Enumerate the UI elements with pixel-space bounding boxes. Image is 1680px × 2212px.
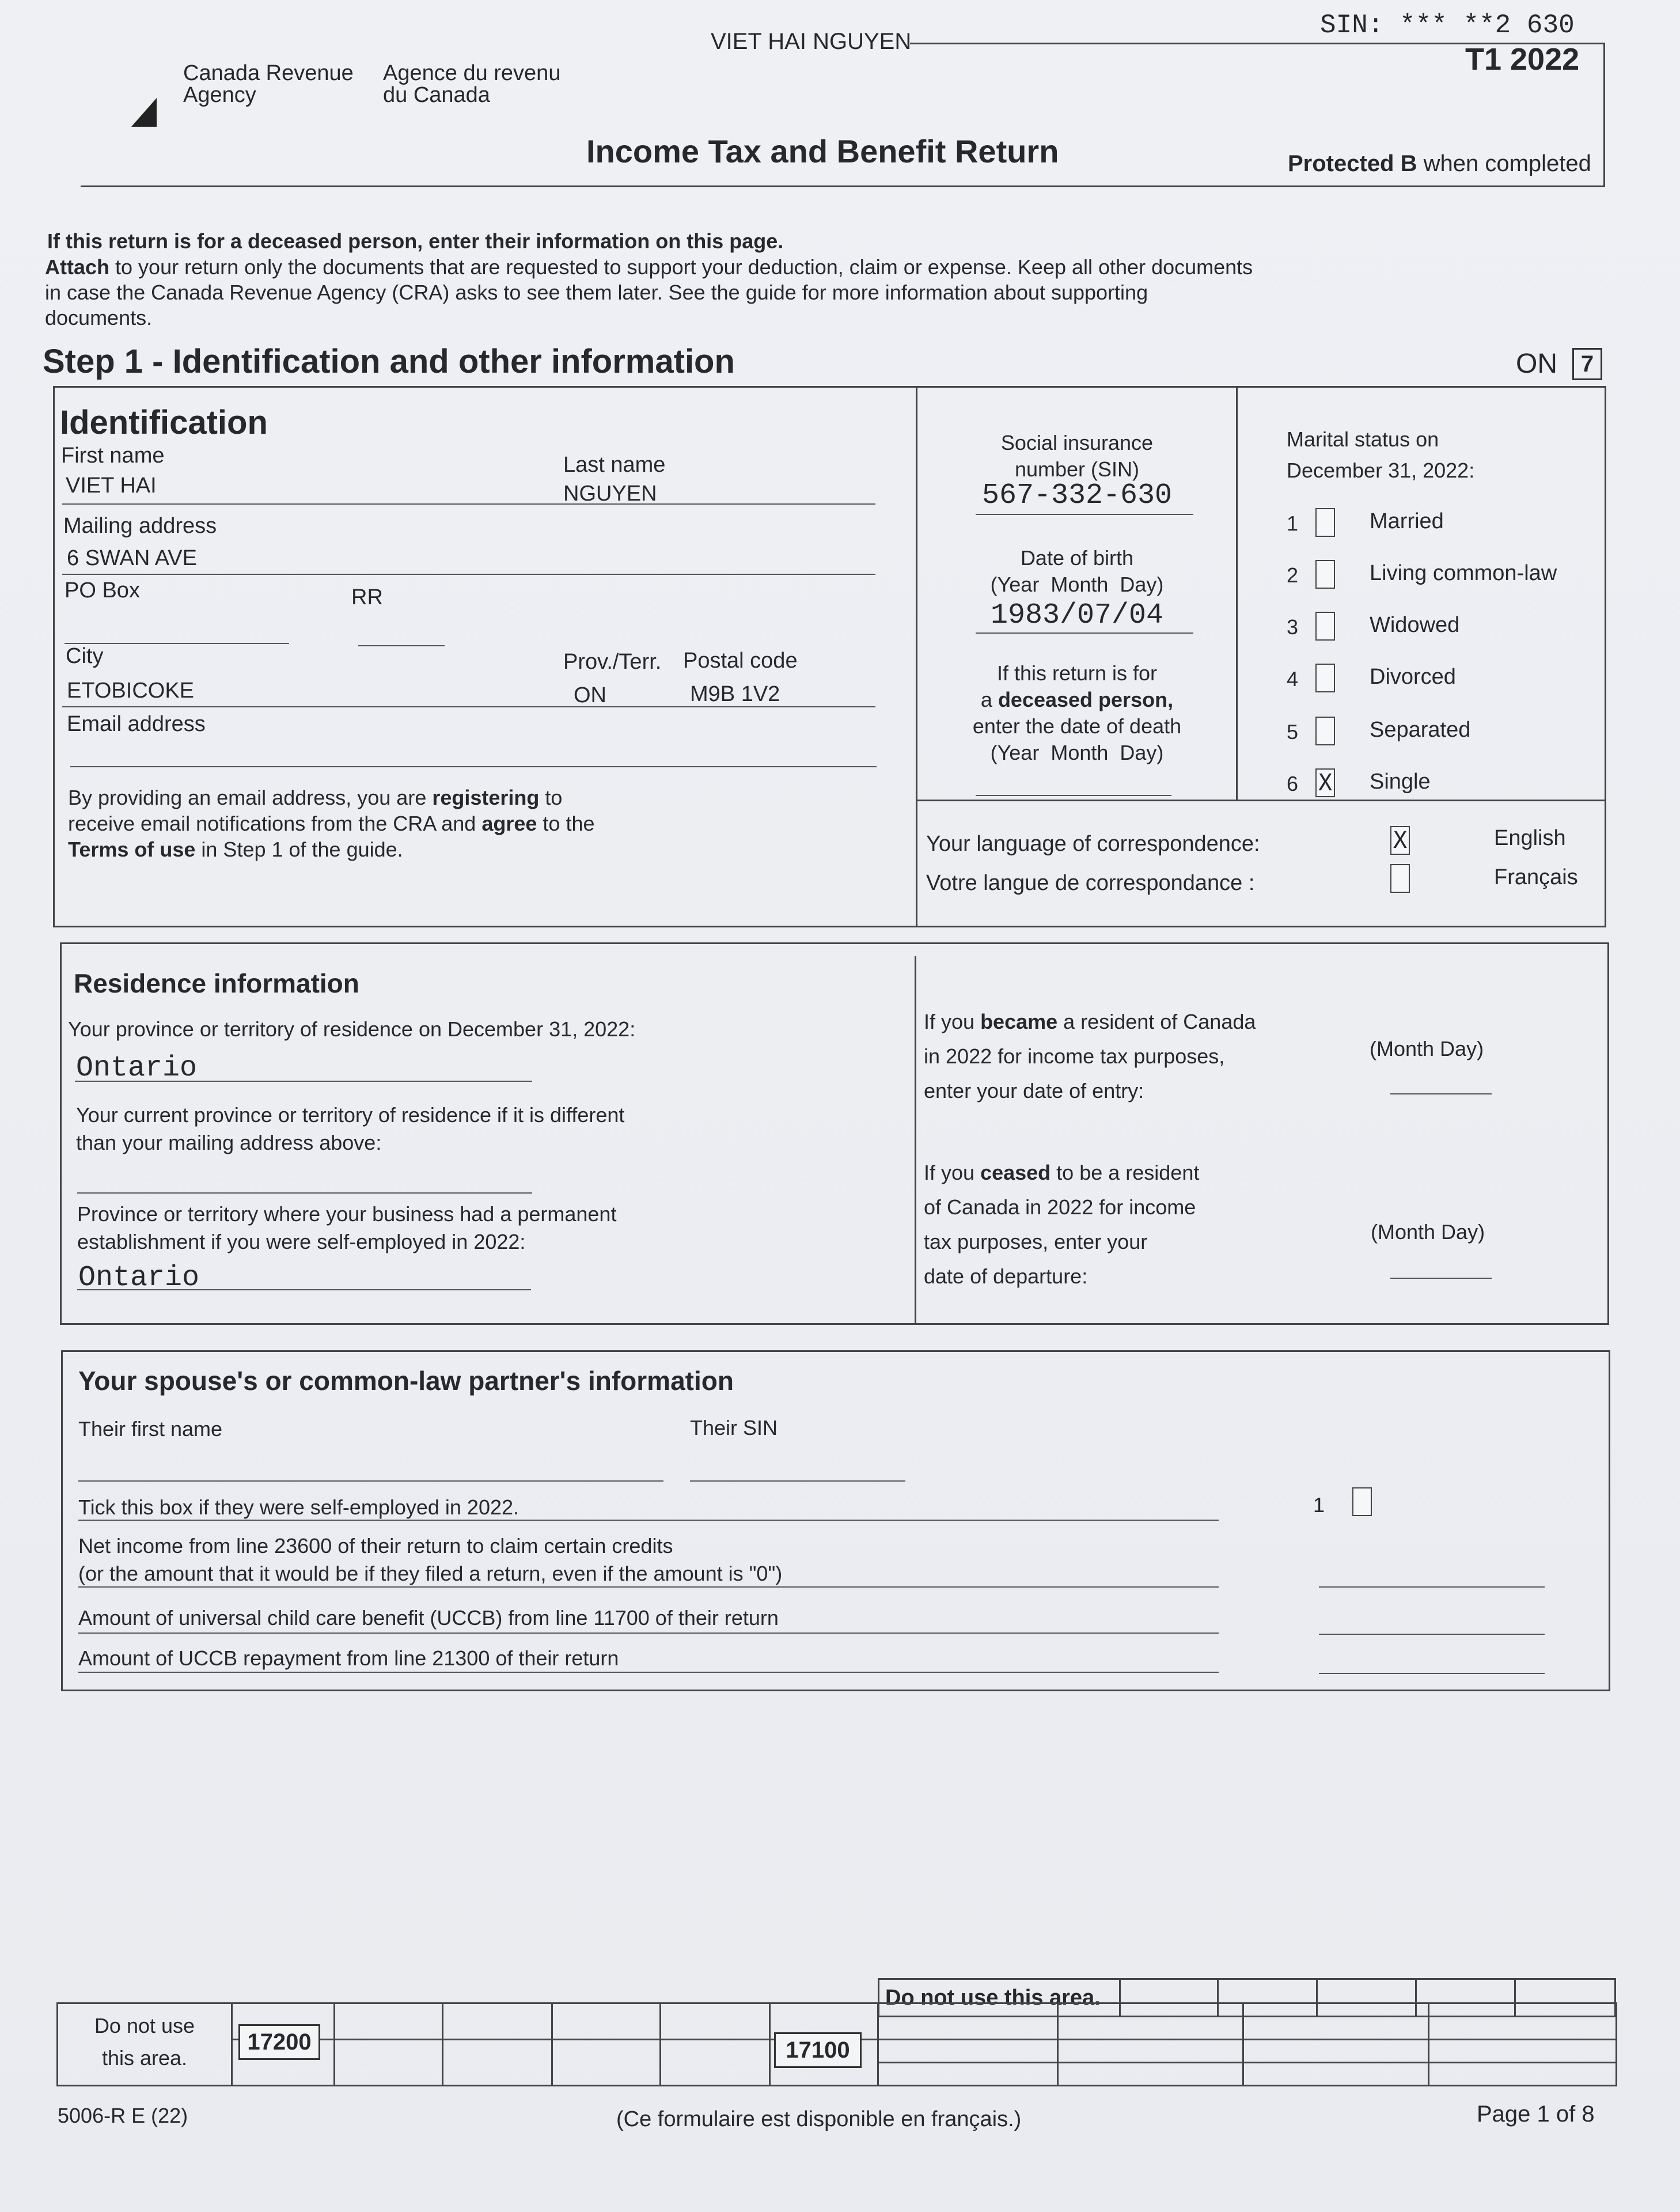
ceased-text-1: If you (924, 1161, 981, 1184)
marital-checkbox-married[interactable] (1315, 508, 1335, 537)
attach-strong: Attach (45, 255, 110, 279)
grid-cell (877, 2004, 879, 2085)
death-bold: deceased person, (998, 688, 1174, 711)
spouse-heading: Your spouse's or common-law partner's information (78, 1366, 734, 1396)
do-not-use-top-label: Do not use this area. (885, 1986, 1101, 2010)
self-employed-underline (78, 1520, 1219, 1521)
city-label: City (66, 644, 104, 668)
language-fr-label: Votre langue de correspondance : (926, 871, 1255, 895)
marital-option-label: Living common-law (1370, 561, 1557, 585)
form-title: Income Tax and Benefit Return (586, 133, 1059, 169)
death-date-field[interactable] (976, 795, 1171, 796)
spouse-self-employed-num: 1 (1313, 1493, 1325, 1517)
agency-name-fr: Agence du revenu du Canada (383, 61, 561, 107)
spouse-sin-label: Their SIN (690, 1416, 778, 1440)
grid-cell (231, 2004, 233, 2085)
spouse-first-name-label: Their first name (78, 1417, 223, 1441)
marital-checkbox-living-common-law[interactable] (1315, 560, 1335, 589)
mailing-address-value[interactable]: 6 SWAN AVE (67, 546, 197, 570)
marital-option-number: 1 (1287, 512, 1299, 535)
protected-b-rest: when completed (1417, 151, 1591, 176)
death-date-label (921, 660, 1232, 766)
city-underline (62, 706, 875, 707)
dob-value[interactable]: 1983/07/04 (990, 599, 1164, 632)
grid-cell (442, 2004, 443, 2085)
header-right-rule (1603, 43, 1605, 187)
grid-cell (1057, 2004, 1059, 2085)
dob-underline (976, 632, 1193, 634)
grid-row-rule (878, 2062, 1615, 2063)
postal-code-label: Postal code (683, 649, 798, 673)
death-text-2: enter the date of death (Year Month Day) (972, 714, 1182, 764)
marital-divider (1236, 386, 1238, 801)
spouse-self-employed-checkbox[interactable] (1352, 1487, 1372, 1516)
address-underline (62, 574, 875, 575)
became-resident-text (924, 1005, 1256, 1108)
sin-masked: SIN: *** **2 630 (1320, 10, 1575, 40)
residence-divider (915, 956, 916, 1325)
spouse-net-income-field[interactable] (1319, 1586, 1545, 1588)
code-box-17200: 17200 (238, 2024, 320, 2060)
spouse-self-employed-label: Tick this box if they were self-employed in 2022. (78, 1495, 519, 1519)
marital-heading: Marital status on December 31, 2022: (1287, 427, 1475, 482)
marital-option-number: 4 (1287, 667, 1299, 691)
residence-a1[interactable]: Ontario (76, 1052, 198, 1085)
language-top-rule (916, 800, 1606, 801)
ceased-text-2: to be a resident of Canada in 2022 for income tax purposes, enter your date of departure: (924, 1161, 1200, 1288)
email-text-4: in Step 1 of the guide. (195, 838, 403, 861)
departure-month-day-label: (Month Day) (1371, 1220, 1485, 1244)
spouse-uccb-label: Amount of universal child care benefit (UCCB) from line 11700 of their return (78, 1606, 779, 1630)
marital-checkbox-widowed[interactable] (1315, 612, 1335, 641)
page-number: Page 1 of 8 (1477, 2101, 1595, 2127)
last-name-label: Last name (563, 453, 666, 477)
uccb-underline (78, 1633, 1219, 1634)
last-name-value[interactable]: NGUYEN (563, 482, 657, 506)
death-text-1: If this return is for a (980, 661, 1158, 711)
email-bold-2: agree (481, 812, 537, 835)
deceased-note: If this return is for a deceased person, enter their information on this page. (47, 229, 784, 253)
first-name-value[interactable]: VIET HAI (66, 474, 157, 498)
rr-label: RR (351, 585, 383, 609)
language-french-checkbox[interactable] (1390, 864, 1410, 893)
residence-current-field[interactable] (77, 1192, 532, 1194)
spouse-first-name-field[interactable] (78, 1480, 663, 1482)
grid-cell (551, 2004, 553, 2085)
grid-cell (1242, 2004, 1244, 2085)
residence-q3: Province or territory where your business had a permanent establishment if you were self-employed in 2022: (77, 1202, 617, 1253)
marital-option-label: Separated (1370, 718, 1471, 742)
email-text-1: By providing an email address, you are (68, 786, 433, 809)
residence-q2: Your current province or territory of residence if it is different than your mailing address above: (76, 1103, 625, 1154)
marital-checkbox-separated[interactable] (1315, 717, 1335, 745)
form-year: T1 2022 (1465, 42, 1580, 77)
departure-date-field[interactable] (1390, 1278, 1492, 1279)
spouse-uccb-repayment-field[interactable] (1319, 1673, 1545, 1674)
identification-divider (916, 386, 917, 927)
grid-cell (333, 2004, 335, 2085)
sin-underline (976, 514, 1193, 515)
protected-b-notice (1288, 151, 1591, 177)
language-french-label: Français (1494, 865, 1578, 889)
marital-option-number: 5 (1287, 720, 1299, 744)
residence-a1-underline (75, 1081, 532, 1082)
taxpayer-name-header: VIET HAI NGUYEN (711, 29, 912, 54)
entry-date-field[interactable] (1390, 1093, 1492, 1094)
marital-option-number: 3 (1287, 615, 1299, 639)
email-label: Email address (67, 712, 206, 736)
entry-month-day-label: (Month Day) (1370, 1037, 1484, 1060)
header-top-rule (910, 43, 1605, 44)
spouse-uccb-field[interactable] (1319, 1634, 1545, 1635)
became-text-1: If you (924, 1010, 981, 1033)
language-en-label: Your language of correspondence: (926, 832, 1260, 856)
grid-cell (769, 2004, 771, 2085)
province-code-box: 7 (1572, 348, 1602, 380)
code-box-17100: 17100 (774, 2032, 862, 2068)
grid-cell (659, 2004, 661, 2085)
step1-title: Step 1 - Identification and other information (43, 343, 735, 380)
dob-label: Date of birth (Year Month Day) (990, 546, 1164, 596)
net-income-underline (78, 1586, 1219, 1588)
residence-a3[interactable]: Ontario (78, 1262, 200, 1294)
marital-checkbox-divorced[interactable] (1315, 664, 1335, 692)
email-consent-text (68, 785, 632, 862)
spouse-uccb-repayment-label: Amount of UCCB repayment from line 21300 of their return (78, 1646, 619, 1670)
marital-option-label: Single (1370, 770, 1431, 794)
marital-option-number: 2 (1287, 563, 1299, 587)
do-not-use-left-label: Do not use this area. (94, 2014, 195, 2070)
prov-label: Prov./Terr. (563, 650, 662, 674)
spouse-section (61, 1350, 1610, 1691)
postal-code-value[interactable]: M9B 1V2 (690, 682, 780, 706)
corner-flag-icon (131, 98, 157, 127)
attach-text: to your return only the documents that are requested to support your deduction, claim or expense. Keep all other documents in case the Canada Revenue Agency (CRA) asks to see them later. See the guide for more information about supporting documents. (45, 255, 1253, 329)
residence-heading: Residence information (74, 968, 359, 998)
email-text-3: to the (537, 812, 595, 835)
email-text-2: to receive email notifications from the CRA and (68, 786, 563, 835)
grid-row-rule (878, 2039, 1615, 2040)
email-bold-3: Terms of use (68, 838, 196, 861)
marital-option-number: 6 (1287, 772, 1299, 796)
agency-name-en: Canada Revenue Agency (183, 61, 354, 107)
marital-checkbox-single[interactable]: X (1315, 768, 1335, 797)
email-field[interactable] (70, 766, 877, 767)
marital-option-label: Divorced (1370, 665, 1456, 689)
po-box-label: PO Box (65, 578, 140, 603)
spouse-net-income-label: Net income from line 23600 of their return to claim certain credits (or the amount that it would be if they filed a return, even if the amount is "0") (78, 1534, 783, 1585)
province-code: ON (1516, 349, 1557, 379)
marital-option-label: Widowed (1370, 613, 1460, 637)
mailing-address-label: Mailing address (63, 514, 217, 538)
grid-cell (1428, 2004, 1429, 2085)
form-code: 5006-R E (22) (58, 2104, 188, 2127)
email-bold-1: registering (432, 786, 540, 809)
ceased-bold: ceased (980, 1161, 1051, 1184)
language-english-label: English (1494, 826, 1566, 850)
residence-a3-underline (77, 1289, 531, 1290)
uccb-repayment-underline (78, 1672, 1219, 1673)
sin-label: Social insurance number (SIN) (1000, 431, 1154, 481)
header-bottom-rule (81, 185, 1605, 187)
french-availability-note: (Ce formulaire est disponible en français.) (616, 2107, 1022, 2131)
first-name-label: First name (61, 444, 165, 468)
language-english-checkbox[interactable]: X (1390, 826, 1410, 855)
name-underline (62, 503, 875, 505)
sin-value[interactable]: 567-332-630 (981, 479, 1173, 512)
became-bold: became (980, 1010, 1058, 1033)
attach-note (45, 255, 1260, 331)
residence-q1: Your province or territory of residence on December 31, 2022: (68, 1017, 636, 1041)
ceased-resident-text (924, 1156, 1199, 1294)
city-value[interactable]: ETOBICOKE (67, 679, 195, 703)
identification-heading: Identification (60, 404, 268, 441)
protected-b-strong: Protected B (1288, 151, 1417, 176)
rr-field[interactable] (358, 645, 445, 646)
prov-value[interactable]: ON (574, 683, 606, 707)
marital-option-label: Married (1370, 509, 1444, 533)
became-text-2: a resident of Canada in 2022 for income tax purposes, enter your date of entry: (924, 1010, 1256, 1103)
spouse-sin-field[interactable] (690, 1480, 905, 1482)
